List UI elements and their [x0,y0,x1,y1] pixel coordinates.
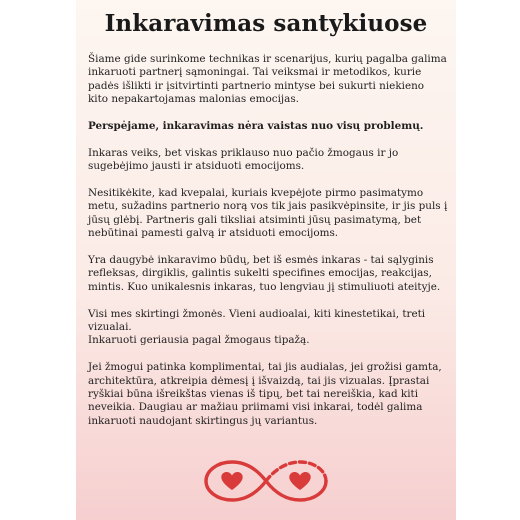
text-line: refleksas, dirgiklis, galintis sukelti specifines emocijas, reakcijas, [88,267,432,280]
heart-left-icon [221,472,242,490]
warning-paragraph [88,120,448,133]
text-line: Jei žmogui patinka komplimentai, tai jis audialas, jei grožisi gamta, [88,361,442,374]
paragraph [88,147,448,174]
paragraph [88,53,448,107]
text-line: inkaruoti naudojant skirtingus jų variantus. [88,414,318,427]
text-line: neveikia. Daugiau ar mažiau priimami visi inkarai, todėl galima [88,401,423,414]
text-line: nebūtinai pamesti galvą ir atsiduoti emocijoms. [88,227,339,240]
page-title: Inkaravimas santykiuose [104,10,428,37]
text-line: sugebėjimo jausti ir atsiduoti emocijoms. [88,160,305,173]
text-line: mintis. Kuo unikalesnis inkaras, tuo lengviau jį stimuliuoti ateityje. [88,280,441,293]
text-line: jūsų glėbį. Partneris gali tiksliai atsiminti jūsų pasimatymą, bet [88,213,422,226]
text-line: Perspėjame, inkaravimas nėra vaistas nuo visų problemų. [88,120,424,133]
text-line: Inkaruoti geriausia pagal žmogaus tipažą. [88,334,310,347]
paragraph [88,254,448,294]
heart-right-icon [289,472,310,490]
text-line: vizualai. [88,321,132,334]
paragraph [88,308,448,348]
paragraph [88,187,448,241]
infinity-hearts-icon [200,456,332,506]
document-page [76,0,456,520]
text-line: kito nepakartojamas malonias emocijas. [88,93,299,106]
paragraph [88,361,448,428]
text-line: ryškiai būna išreikštas vienas iš tipų, bet tai nereiškia, kad kiti [88,388,419,401]
text-line: Yra daugybė inkaravimo būdų, bet iš esmės inkaras - tai sąlyginis [88,254,434,267]
text-line: metu, sužadins partnerio norą vos tik jais pasikvėpinsite, ir jis puls į [88,200,448,213]
text-line: inkaruoti partnerį sąmoningai. Tai veiksmai ir metodikos, kurie [88,66,422,79]
text-line: architektūra, atkreipia dėmesį į išvaizdą, tai jis vizualas. Įprastai [88,374,430,387]
text-line: Šiame gide surinkome technikas ir scenarijus, kurių pagalba galima [88,53,447,65]
text-line: Visi mes skirtingi žmonės. Vieni audioalai, kiti kinestetikai, treti [88,307,426,320]
text-line: Nesitikėkite, kad kvepalai, kuriais kvepėjote pirmo pasimatymo [88,187,424,200]
text-line: padės išlikti ir įsitvirtinti partnerio mintyse bei sukurti niekieno [88,79,425,92]
text-line: Inkaras veiks, bet viskas priklauso nuo pačio žmogaus ir jo [88,146,399,159]
document-body [88,53,448,442]
